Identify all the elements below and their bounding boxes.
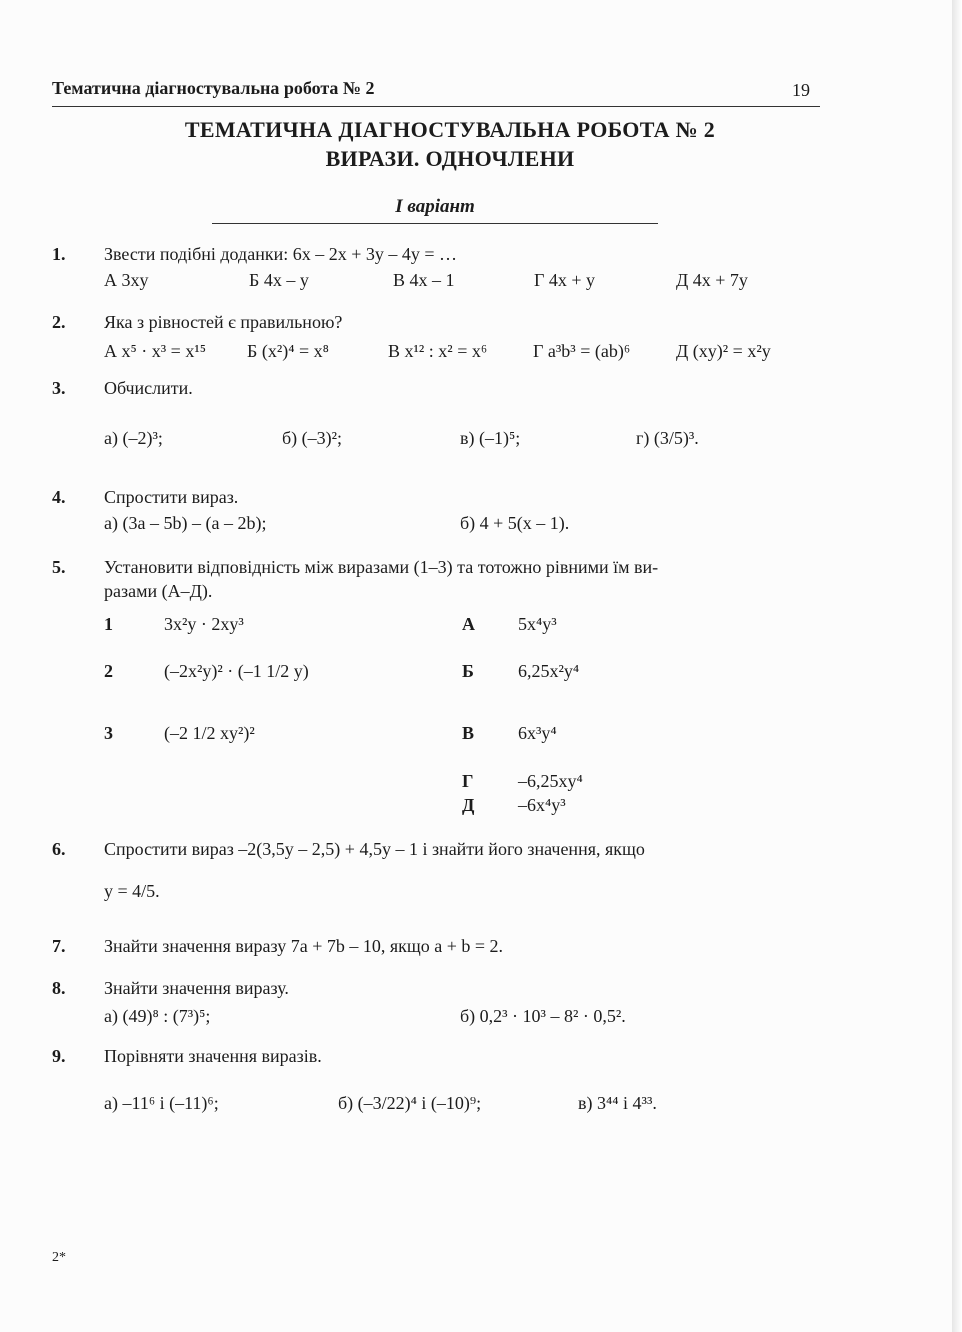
page-title: ТЕМАТИЧНА ДІАГНОСТУВАЛЬНА РОБОТА № 2 — [184, 117, 716, 142]
page-edge-shadow — [952, 0, 962, 1332]
answer-option: Г a³b³ = (ab)⁶ — [533, 341, 631, 361]
match-expression: 3x²y · 2xy³ — [164, 614, 244, 634]
answer-option: б) 0,2³ · 10³ – 8² · 0,5². — [460, 1006, 626, 1026]
task-number: 1. — [52, 244, 66, 264]
page-number: 19 — [792, 80, 810, 100]
task-number: 8. — [52, 978, 66, 998]
task-text: разами (А–Д). — [104, 581, 213, 601]
match-expression: (–2x²y)² · (–1 1/2 y) — [164, 661, 309, 681]
task-text: Спростити вираз –2(3,5y – 2,5) + 4,5y – 1 і знайти його значення, якщо — [104, 839, 645, 859]
answer-option: В x¹² : x² = x⁶ — [388, 341, 488, 361]
match-label: 3 — [104, 723, 113, 743]
task-number: 9. — [52, 1046, 66, 1066]
answer-option: г) (3/5)³. — [636, 428, 699, 448]
page-subtitle: ВИРАЗИ. ОДНОЧЛЕНИ — [325, 146, 575, 171]
match-expression: 6,25x²y⁴ — [518, 661, 580, 681]
answer-option: б) (–3/22)⁴ і (–10)⁹; — [338, 1093, 482, 1113]
match-label: Б — [462, 661, 474, 681]
answer-option: а) (49)⁸ : (7³)⁵; — [104, 1006, 211, 1026]
task-text: Спростити вираз. — [104, 487, 239, 507]
answer-option: А x⁵ · x³ = x¹⁵ — [104, 341, 206, 361]
answer-option: Б (x²)⁴ = x⁸ — [247, 341, 329, 361]
task-text: Знайти значення виразу 7a + 7b – 10, якщо a + b = 2. — [104, 936, 504, 956]
answer-option: Г 4x + y — [534, 270, 596, 290]
task-text: Обчислити. — [104, 378, 193, 398]
answer-option: б) 4 + 5(x – 1). — [460, 513, 570, 533]
match-expression: 5x⁴y³ — [518, 614, 557, 634]
task-text: Порівняти значення виразів. — [104, 1046, 322, 1066]
task-number: 4. — [52, 487, 66, 507]
answer-option: в) (–1)⁵; — [460, 428, 521, 448]
answer-option: А 3xy — [104, 270, 149, 290]
task-number: 5. — [52, 557, 66, 577]
answer-option: В 4x – 1 — [393, 270, 455, 290]
match-label: А — [462, 614, 475, 634]
answer-option: а) –11⁶ і (–11)⁶; — [104, 1093, 219, 1113]
answer-option: Б 4x – y — [249, 270, 309, 290]
answer-option: а) (3a – 5b) – (a – 2b); — [104, 513, 267, 533]
match-expression: 6x³y⁴ — [518, 723, 557, 743]
match-label: В — [462, 723, 475, 743]
answer-option: Д (xy)² = x²y — [676, 341, 771, 361]
answer-option: в) 3⁴⁴ і 4³³. — [578, 1093, 657, 1113]
task-text: Звести подібні доданки: 6x – 2x + 3y – 4y = … — [104, 244, 458, 264]
running-header — [52, 78, 820, 107]
task-condition: y = 4/5. — [104, 881, 160, 901]
task-number: 7. — [52, 936, 66, 956]
match-expression: (–2 1/2 xy²)² — [164, 723, 255, 743]
task-text: Яка з рівностей є правильною? — [104, 312, 343, 332]
match-expression: –6,25xy⁴ — [518, 771, 583, 791]
signature-mark: 2* — [52, 1250, 66, 1265]
match-label: Г — [462, 771, 474, 791]
answer-option: б) (–3)²; — [282, 428, 343, 448]
task-number: 3. — [52, 378, 66, 398]
match-label: 2 — [104, 661, 113, 681]
match-expression: –6x⁴y³ — [518, 795, 566, 815]
task-text: Установити відповідність між виразами (1–3) та тотожно рівними їм ви- — [104, 557, 659, 577]
variant-heading: I варіант — [212, 196, 658, 224]
match-label: 1 — [104, 614, 113, 634]
match-label: Д — [462, 795, 475, 815]
task-text: Знайти значення виразу. — [104, 978, 289, 998]
task-number: 2. — [52, 312, 66, 332]
answer-option: Д 4x + 7y — [676, 270, 748, 290]
running-title: Тематична діагностувальна робота № 2 — [52, 78, 375, 98]
task-number: 6. — [52, 839, 66, 859]
answer-option: а) (–2)³; — [104, 428, 163, 448]
